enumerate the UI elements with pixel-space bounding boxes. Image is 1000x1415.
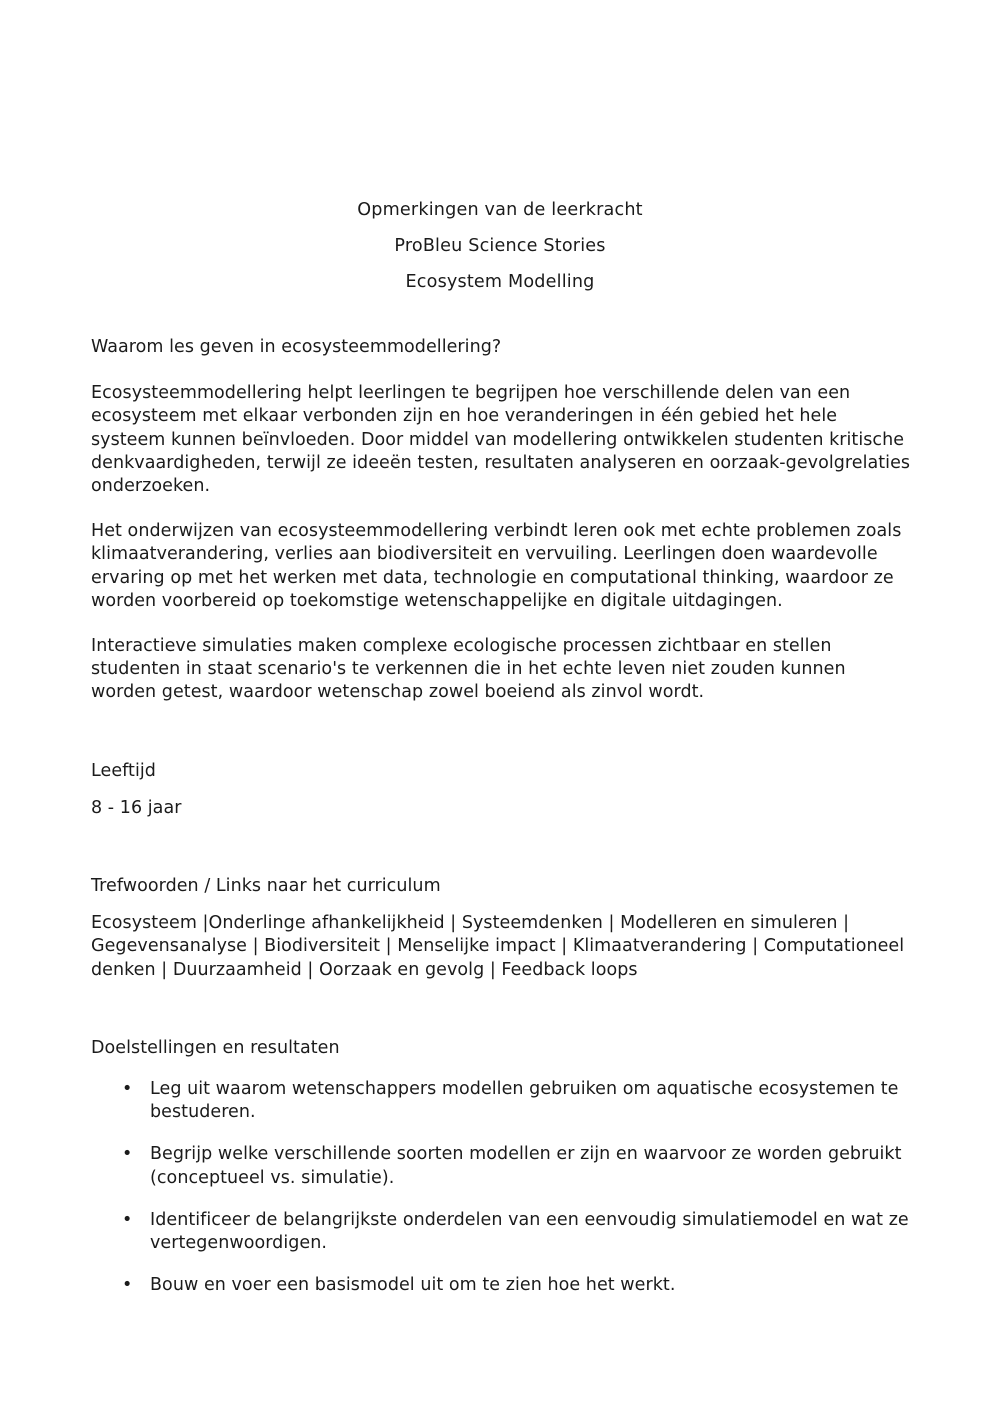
list-item bbox=[91, 1209, 915, 1255]
document-header bbox=[0, 192, 1000, 300]
header-title-line-3: Ecosystem Modelling bbox=[405, 272, 595, 292]
list-item bbox=[91, 1274, 915, 1297]
header-title-line-1: Opmerkingen van de leerkracht bbox=[357, 200, 643, 220]
bullet-point-icon: • bbox=[122, 1144, 133, 1165]
header-title-line-2: ProBleu Science Stories bbox=[394, 236, 606, 256]
why-teach-paragraph-3: Interactieve simulaties maken complexe ecologische processen zichtbaar en stellen studenten in staat scenario's te verkennen die in het echte leven niet zouden kunnen worden getest, waardoor wetenschap zowel boeiend als zinvol wordt. bbox=[91, 636, 846, 703]
section-keywords bbox=[91, 875, 915, 982]
list-item-label: Bouw en voer een basismodel uit om te zien hoe het werkt. bbox=[150, 1275, 676, 1296]
section-why-teach bbox=[91, 336, 915, 705]
why-teach-heading: Waarom les geven in ecosysteemmodellering? bbox=[91, 337, 502, 357]
bullet-point-icon: • bbox=[122, 1209, 133, 1230]
list-item-label: Begrijp welke verschillende soorten modellen er zijn en waarvoor ze worden gebruikt (conceptueel vs. simulatie). bbox=[150, 1144, 902, 1188]
section-age bbox=[91, 760, 915, 820]
objectives-list bbox=[91, 1078, 915, 1297]
document-body bbox=[91, 336, 915, 1297]
bullet-point-icon: • bbox=[122, 1079, 133, 1100]
list-item-label: Identificeer de belangrijkste onderdelen van een eenvoudig simulatiemodel en wat ze vertegenwoordigen. bbox=[150, 1209, 909, 1254]
objectives-heading: Doelstellingen en resultaten bbox=[91, 1037, 340, 1058]
list-item bbox=[91, 1143, 915, 1189]
age-heading: Leeftijd bbox=[91, 760, 156, 781]
keywords-heading: Trefwoorden / Links naar het curriculum bbox=[91, 876, 441, 897]
age-value: 8 - 16 jaar bbox=[91, 797, 182, 818]
bullet-point-icon: • bbox=[122, 1275, 133, 1296]
why-teach-paragraph-2: Het onderwijzen van ecosysteemmodellering verbindt leren ook met echte problemen zoals klimaatverandering, verlies aan biodiversiteit en vervuiling. Leerlingen doen waardevolle ervaring op met het werken met data, technologie en computational thinking, waardoor ze worden voorbereid op toekomstige wetenschappelijke en digitale uitdagingen. bbox=[91, 521, 902, 611]
list-item-label: Leg uit waarom wetenschappers modellen gebruiken om aquatische ecosystemen te bestuderen. bbox=[150, 1079, 899, 1123]
keywords-value: Ecosysteem |Onderlinge afhankelijkheid | Systeemdenken | Modelleren en simuleren | Gegevensanalyse | Biodiversiteit | Menselijke impact | Klimaatverandering | Computationeel denken | Duurzaamheid | Oorzaak en gevolg | Feedback loops bbox=[91, 913, 905, 980]
list-item bbox=[91, 1078, 915, 1124]
why-teach-paragraph-1: Ecosysteemmodellering helpt leerlingen te begrijpen hoe verschillende delen van een ecosysteem met elkaar verbonden zijn en hoe veranderingen in één gebied het hele systeem kunnen beïnvloeden. Door middel van modellering ontwikkelen studenten kritische denkvaardigheden, terwijl ze ideeën testen, resultaten analyseren en oorzaak-gevolgrelaties onderzoeken. bbox=[91, 383, 911, 497]
section-objectives bbox=[91, 1037, 915, 1298]
